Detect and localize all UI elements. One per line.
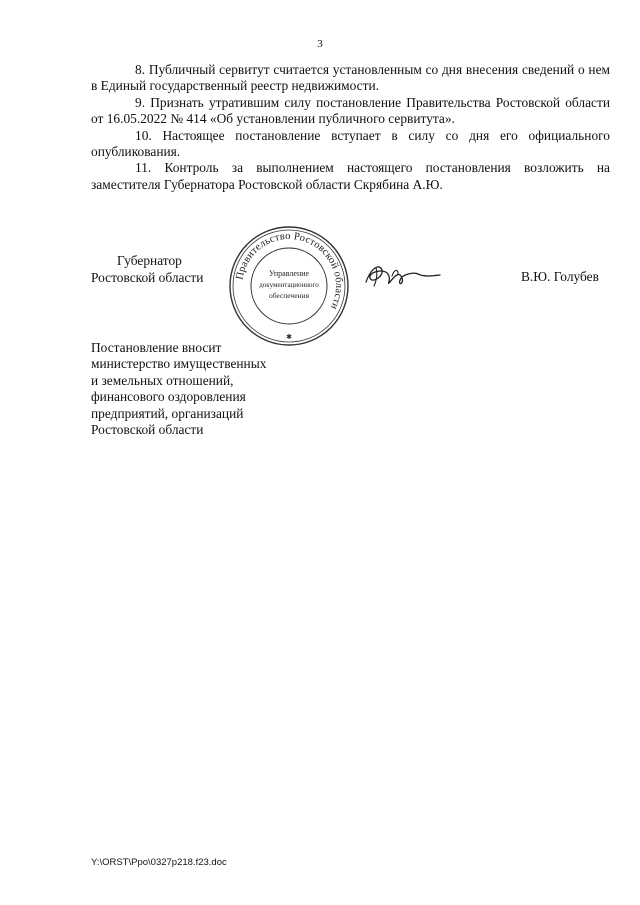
document-file-path: Y:\ORST\Ppo\0327p218.f23.doc xyxy=(91,857,227,868)
handwritten-signature xyxy=(362,256,442,296)
submitter-note xyxy=(91,340,266,438)
submitter-line: финансового оздоровления xyxy=(91,389,246,405)
seal-center-line3: обеспечения xyxy=(268,291,310,300)
seal-ring-text: Правительство Ростовской области xyxy=(234,230,345,312)
paragraph-9: 9. Признать утратившим силу постановление Правительства Ростовской области от 16.05.2022 № 414 «Об установлении публичного сервитута». xyxy=(91,94,610,127)
paragraph-10: 10. Настоящее постановление вступает в силу со дня его официального опубликования. xyxy=(91,127,610,160)
submitter-line: Ростовской области xyxy=(91,422,204,438)
signatory-title-line2: Ростовской области xyxy=(91,270,204,285)
signatory-name: В.Ю. Голубев xyxy=(521,269,599,284)
submitter-line: Постановление вносит xyxy=(91,340,222,355)
submitter-line: министерство имущественных xyxy=(91,356,267,372)
seal-center-line1: Управление xyxy=(268,269,310,278)
signatory-title-line1: Губернатор xyxy=(117,253,182,268)
paragraph-8: 8. Публичный сервитут считается установленным со дня внесения сведений о нем в Единый государственный реестр недвижимости. xyxy=(91,62,610,94)
submitter-line: и земельных отношений, xyxy=(91,372,234,388)
seal-center-line2: документационного xyxy=(259,281,319,289)
submitter-line: предприятий, организаций xyxy=(91,405,244,421)
signatory-title xyxy=(91,252,203,286)
svg-text:✱: ✱ xyxy=(286,333,292,341)
page-number: 3 xyxy=(317,38,323,50)
official-seal-stamp xyxy=(227,224,351,348)
resolution-body xyxy=(91,62,610,193)
paragraph-11: 11. Контроль за выполнением настоящего постановления возложить на заместителя Губернатора Ростовской области Скрябина А.Ю. xyxy=(91,160,610,192)
